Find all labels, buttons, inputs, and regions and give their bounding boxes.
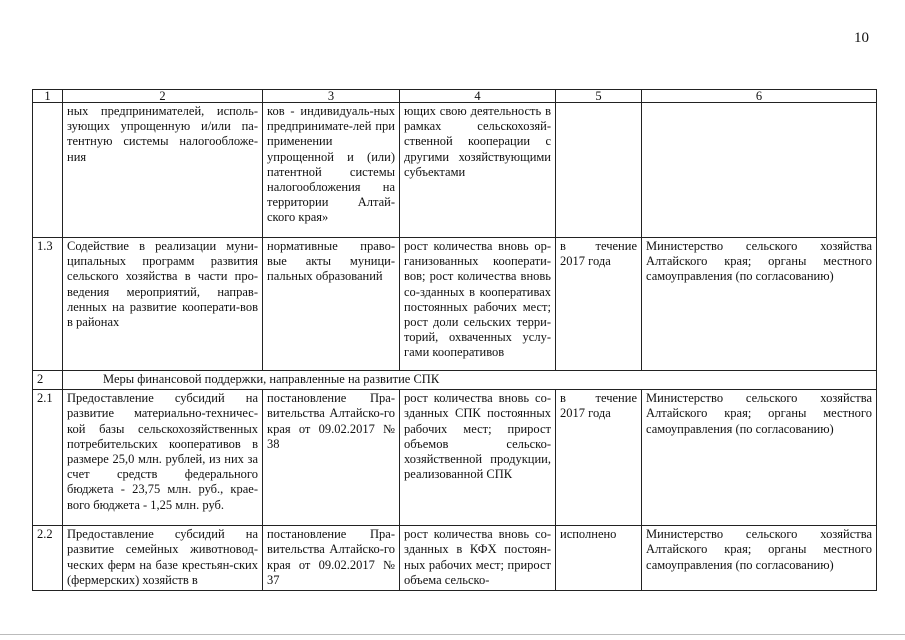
- deadline-cell: в течение 2017 года: [556, 238, 642, 371]
- row-number-cell: 1.3: [33, 238, 63, 371]
- measure-cell: Предоставление субсидий на развитие материально-техничес-кой базы сельскохозяйственных потребительских кооперативов в размере 25,0 млн. рублей, из них за счет средств федерального бюджета - 23,75 млн. руб., крае-вого бюджета - 1,25 млн. руб.: [63, 390, 263, 526]
- indicator-cell: рост количества вновь со-зданных в КФХ постоян-ных рабочих мест; прирост объема сельско-: [400, 526, 556, 591]
- row-number-cell: 2.1: [33, 390, 63, 526]
- header-cell: 2: [63, 90, 263, 103]
- document-cell: нормативные право-вые акты муници-пальных образований: [263, 238, 400, 371]
- header-cell: 1: [33, 90, 63, 103]
- measure-cell: Предоставление субсидий на развитие семейных животновод-ческих ферм на базе крестьян-ских (фермерских) хозяйств в: [63, 526, 263, 591]
- section-title: Меры финансовой поддержки, направленные на развитие СПК: [63, 371, 877, 390]
- header-cell: 4: [400, 90, 556, 103]
- table-row-2-2: [33, 526, 877, 591]
- header-cell: 3: [263, 90, 400, 103]
- responsible-cell: Министерство сельского хозяйства Алтайского края; органы местного самоуправления (по согласованию): [642, 238, 877, 371]
- responsible-cell: Министерство сельского хозяйства Алтайского края; органы местного самоуправления (по согласованию): [642, 526, 877, 591]
- page-number: 10: [854, 30, 869, 46]
- deadline-cell: в течение 2017 года: [556, 390, 642, 526]
- deadline-cell: исполнено: [556, 526, 642, 591]
- measures-table: [32, 89, 877, 591]
- table-row-continuation: [33, 103, 877, 238]
- page-bottom-edge: [0, 634, 905, 635]
- document-cell: постановление Пра-вительства Алтайско-го края от 09.02.2017 № 37: [263, 526, 400, 591]
- indicator-cell: ющих свою деятельность в рамках сельскохозяй-ственной кооперации с другими хозяйствующими субъектами: [400, 103, 556, 238]
- document-cell: ков - индивидуаль-ных предпринимате-лей при применении упрощенной и (или) патентной системы налогообложения на территории Алтай-ского края»: [263, 103, 400, 238]
- header-cell: 5: [556, 90, 642, 103]
- section-number-cell: 2: [33, 371, 63, 390]
- header-row: [33, 90, 877, 103]
- indicator-cell: рост количества вновь ор-ганизованных кооперати-вов; рост количества вновь со-зданных в кооперативах постоянных рабочих мест; рост доли сельских терри-торий, охваченных услу-гами кооперативов: [400, 238, 556, 371]
- row-number-cell: [33, 103, 63, 238]
- responsible-cell: [642, 103, 877, 238]
- table-row-1-3: [33, 238, 877, 371]
- responsible-cell: Министерство сельского хозяйства Алтайского края; органы местного самоуправления (по согласованию): [642, 390, 877, 526]
- table-row-2-1: [33, 390, 877, 526]
- document-cell: постановление Пра-вительства Алтайско-го края от 09.02.2017 № 38: [263, 390, 400, 526]
- deadline-cell: [556, 103, 642, 238]
- measure-cell: ных предпринимателей, исполь-зующих упрощенную и/или па-тентную системы налогообложе-ния: [63, 103, 263, 238]
- row-number-cell: 2.2: [33, 526, 63, 591]
- header-cell: 6: [642, 90, 877, 103]
- indicator-cell: рост количества вновь со-зданных СПК постоянных рабочих мест; прирост объемов сельско-хозяйственной продукции, реализованной СПК: [400, 390, 556, 526]
- measure-cell: Содействие в реализации муни-ципальных программ развития сельского хозяйства в части про-ведения мероприятий, направ-ленных на развитие кооперати-вов в районах: [63, 238, 263, 371]
- section-row-2: [33, 371, 877, 390]
